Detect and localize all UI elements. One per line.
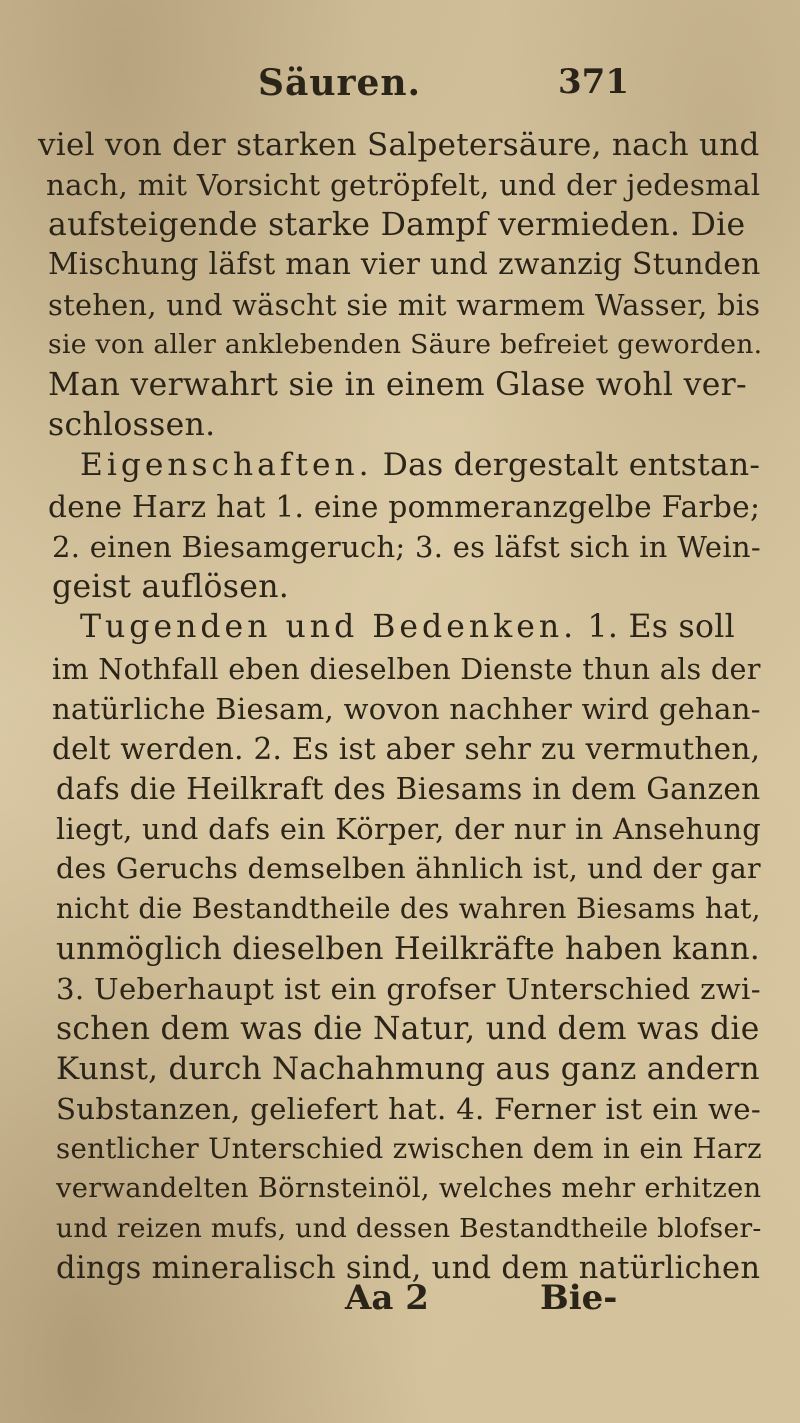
text-line-18: liegt, und dafs ein Körper, der nur in Ansehung [56,812,761,846]
text-line-4: Mischung läfst man vier und zwanzig Stunden [48,247,761,282]
text-line-8: schlossen. [48,407,216,443]
page-footer [0,1278,800,1326]
text-line-19: des Geruchs demselben ähnlich ist, und der gar [56,852,761,885]
text-line-9 [80,443,760,487]
text-line-13 [80,605,735,649]
section-heading-properties: Eigenschaften. [80,447,373,483]
running-title: Säuren. [258,62,422,104]
text-line-21: unmöglich dieselben Heilkräfte haben kann. [56,931,760,967]
text-line-13-rest: 1. Es soll [577,609,736,645]
text-line-29: dings mineralisch sind, und dem natürlichen [56,1251,761,1286]
text-line-20: nicht die Bestandtheile des wahren Biesams hat, [56,892,761,925]
text-line-7: Man verwahrt sie in einem Glase wohl ver- [48,367,747,403]
page-number: 371 [558,62,629,102]
text-line-15: natürliche Biesam, wovon nachher wird gehan- [52,692,761,726]
text-line-6: sie von aller anklebenden Säure befreiet geworden. [48,329,763,360]
text-line-25: Substanzen, geliefert hat. 4. Ferner ist ein we- [56,1092,762,1126]
text-line-23: schen dem was die Natur, und dem was die [56,1011,760,1047]
text-line-10: dene Harz hat 1. eine pommeranzgelbe Farbe; [48,490,761,524]
text-line-27: verwandelten Börnsteinöl, welches mehr erhitzen [56,1173,762,1204]
text-line-11: 2. einen Biesamgeruch; 3. es läfst sich in Wein- [52,530,761,564]
text-line-9-rest: Das dergestalt entstan- [372,447,761,483]
signature-mark: Aa 2 [345,1278,429,1318]
text-line-14: im Nothfall eben dieselben Dienste thun als der [52,652,761,686]
text-line-17: dafs die Heilkraft des Biesams in dem Ganzen [56,772,761,806]
text-line-2: nach, mit Vorsicht getröpfelt, und der jedesmal [46,168,761,202]
text-line-22: 3. Ueberhaupt ist ein grofser Unterschied zwi- [56,972,761,1006]
text-line-3: aufsteigende starke Dampf vermieden. Die [48,207,746,243]
section-heading-virtues: Tugenden und Bedenken. [80,609,578,645]
text-line-12: geist auflösen. [52,569,290,605]
text-line-16: delt werden. 2. Es ist aber sehr zu vermuthen, [52,732,761,766]
text-line-1: viel von der starken Salpetersäure, nach und [38,127,760,163]
text-line-28: und reizen mufs, und dessen Bestandtheile blofser- [56,1213,762,1244]
text-line-5: stehen, und wäscht sie mit warmem Wasser, bis [48,288,761,322]
catchword: Bie- [540,1278,618,1318]
text-line-24: Kunst, durch Nachahmung aus ganz andern [56,1051,760,1087]
page-header [0,62,800,102]
text-line-26: sentlicher Unterschied zwischen dem in ein Harz [56,1132,762,1165]
